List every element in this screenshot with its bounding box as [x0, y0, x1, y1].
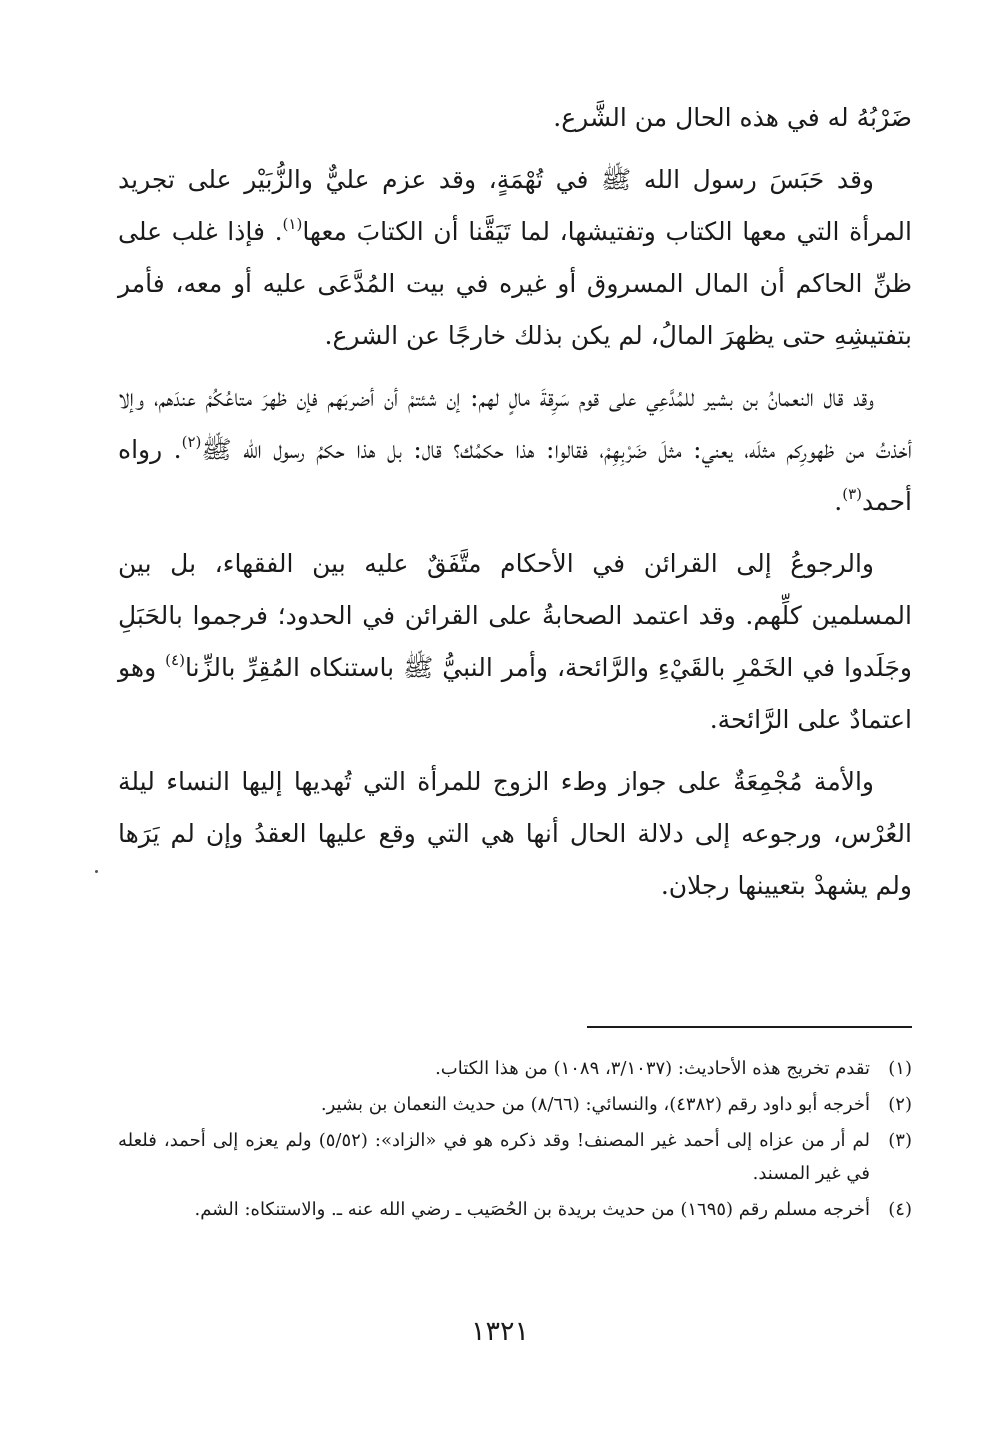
paragraph-text: ضَرْبُهُ له في هذه الحال من الشَّرع.	[553, 103, 912, 132]
footnote-2	[118, 1088, 912, 1121]
main-text	[118, 92, 912, 922]
footnote-text: أخرجه أبو داود رقم (٤٣٨٢)، والنسائي: (٨/٦٦) من حديث النعمان بن بشير.	[320, 1094, 870, 1115]
footnote-number: (٤)	[888, 1199, 912, 1220]
footnote-text: تقدم تخريج هذه الأحاديث: (٣/١٠٣٧، ١٠٨٩) من هذا الكتاب.	[435, 1058, 870, 1079]
paragraph-4	[118, 538, 912, 746]
footnote-divider	[587, 1026, 912, 1028]
footnote-4	[118, 1193, 912, 1226]
paragraph-text-end: .	[834, 487, 843, 516]
paragraph-text: وقد قال النعمانُ بن بشير للمُدَّعِي على قوم سَرِقةَ مالٍ لهم: إن شئتمْ أن أضربَهم فإن ظهرَ متاعُكُمْ عندَهم، وإلا أخذتُ من ظهورِكم مثلَه، يعني: مثلَ ضَرْبِهِمْ، فقالوا: هذا حكمُك؟ قال: بل هذا حكمُ رسول الله ﷺ	[118, 383, 912, 464]
footnote-text: لم أر من عزاه إلى أحمد غير المصنف! وقد ذكره هو في «الزاد»: (٥/٥٢) ولم يعزه إلى أحمد، فلعله في غير المسند.	[118, 1130, 871, 1184]
page-number: ١٣٢١	[470, 1316, 529, 1347]
paragraph-2	[118, 154, 912, 362]
paragraph-1	[118, 92, 912, 144]
footnote-ref-1[interactable]: (١)	[282, 215, 303, 233]
footnotes-section	[118, 1052, 912, 1229]
footnote-number: (٢)	[888, 1094, 912, 1115]
footnote-ref-4[interactable]: (٤)	[165, 651, 185, 669]
paragraph-text: وقد حَبَسَ رسول الله ﷺ في تُهْمَةٍ، وقد عزم عليٌّ والزُّبَيْر على تجريد المرأة التي معها الكتاب وتفتيشها، لما تَيَقَّنا أن الكتابَ معها	[118, 165, 912, 246]
paragraph-text-continued: . رواه أحمد	[118, 435, 912, 516]
paragraph-text: والرجوعُ إلى القرائن في الأحكام متَّفَقٌ عليه بين الفقهاء، بل بين المسلمين كلِّهم. وقد اعتمد الصحابةُ على القرائن في الحدود؛ فرجموا بالحَبَلِ وجَلَدوا في الخَمْرِ بالقَيْءِ والرَّائحة، وأمر النبيُّ ﷺ باستنكاه المُقِرِّ بالزِّنا	[118, 549, 912, 682]
footnote-text: أخرجه مسلم رقم (١٦٩٥) من حديث بريدة بن الحُصَيب ـ رضي الله عنه ـ. والاستنكاه: الشم.	[194, 1199, 870, 1220]
footnote-ref-3[interactable]: (٣)	[842, 485, 863, 503]
paragraph-5	[118, 756, 912, 912]
paragraph-3	[118, 372, 912, 528]
scan-speck	[95, 870, 98, 873]
footnote-ref-2[interactable]: (٢)	[181, 433, 202, 451]
footnote-number: (٣)	[888, 1130, 912, 1151]
footnote-3	[118, 1124, 912, 1190]
footnote-1	[118, 1052, 912, 1085]
paragraph-text: والأمة مُجْمِعَةٌ على جواز وطء الزوج للمرأة التي تُهديها إليها النساء ليلة العُرْس، ورجوعه إلى دلالة الحال أنها هي التي وقع عليها العقدُ وإن لم يَرَها ولم يشهدْ بتعيينها رجلان.	[118, 767, 912, 900]
footnote-number: (١)	[888, 1058, 912, 1079]
paragraph-text-continued: . فإذا غلب على ظنِّ الحاكم أن المال المسروق أو غيره في بيت المُدَّعَى عليه أو معه، فأمر بتفتيشِهِ حتى يظهرَ المالُ، لم يكن بذلك خارجًا عن الشرع.	[118, 217, 912, 350]
paragraph-text-continued: وهو اعتمادٌ على الرَّائحة.	[118, 653, 912, 734]
